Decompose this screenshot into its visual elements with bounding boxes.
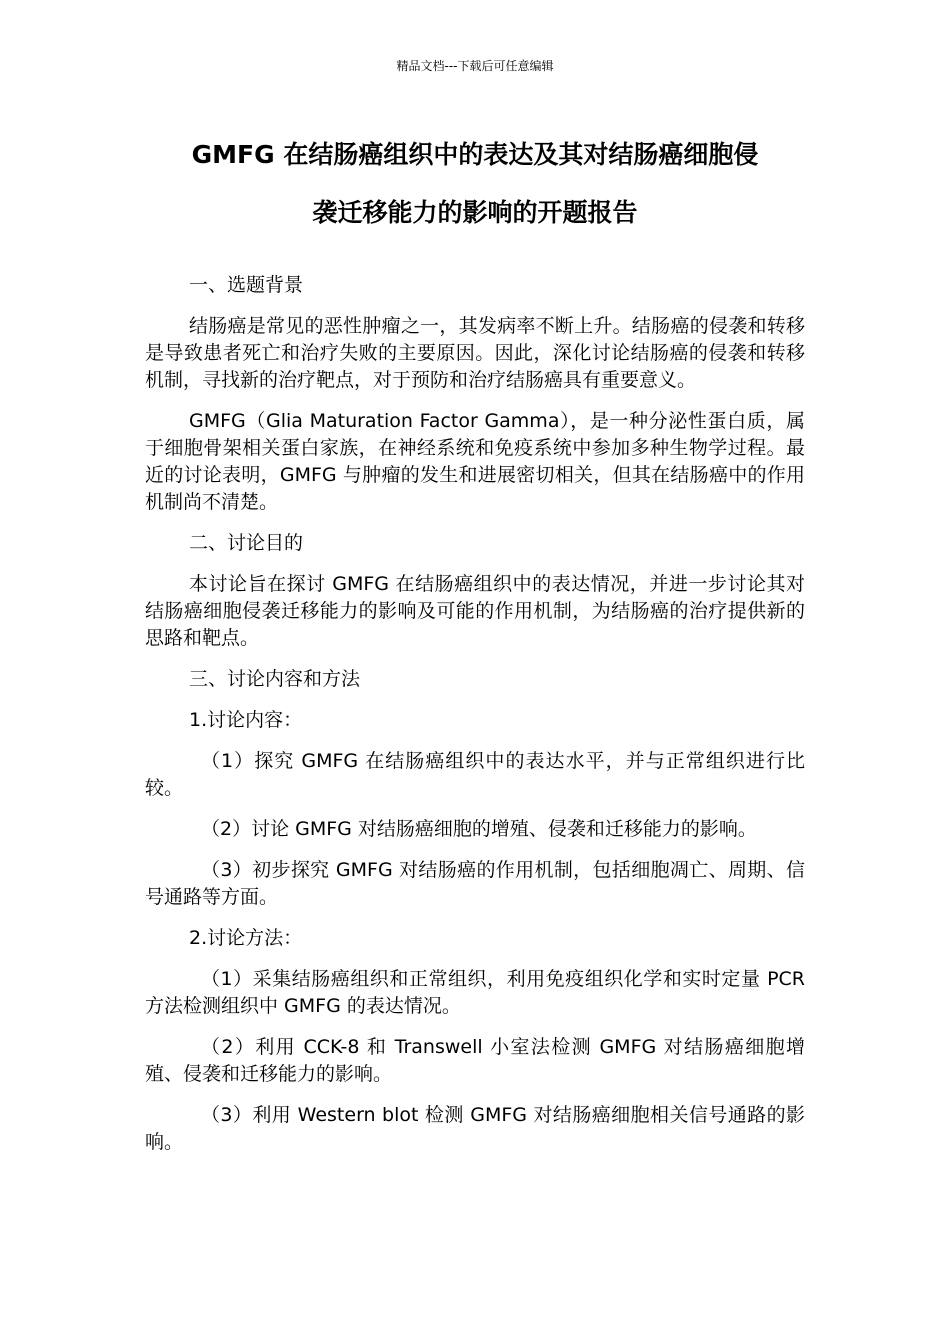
paragraph-purpose: 本讨论旨在探讨 GMFG 在结肠癌组织中的表达情况，并进一步讨论其对结肠癌细胞侵袭迁移能力的影响及可能的作用机制，为结肠癌的治疗提供新的思路和靶点。 — [145, 573, 805, 649]
subheading-methods: 2.讨论方法： — [189, 927, 303, 949]
method-item-1: （1）采集结肠癌组织和正常组织，利用免疫组织化学和实时定量 PCR 方法检测组织中 GMFG 的表达情况。 — [145, 968, 805, 1017]
content-item-3: （3）初步探究 GMFG 对结肠癌的作用机制，包括细胞凋亡、周期、信号通路等方面。 — [145, 859, 805, 908]
section-heading-background: 一、选题背景 — [189, 274, 304, 296]
document-body — [145, 272, 805, 1170]
content-item-2: （2）讨论 GMFG 对结肠癌细胞的增殖、侵袭和迁移能力的影响。 — [201, 818, 757, 840]
document-title-line-2: 袭迁移能力的影响的开题报告 — [312, 198, 638, 227]
section-heading-content-methods: 三、讨论内容和方法 — [189, 668, 361, 690]
method-item-2: （2）利用 CCK-8 和 Transwell 小室法检测 GMFG 对结肠癌细胞增殖、侵袭和迁移能力的影响。 — [145, 1036, 805, 1085]
paragraph-background: 结肠癌是常见的恶性肿瘤之一，其发病率不断上升。结肠癌的侵袭和转移是导致患者死亡和治疗失败的主要原因。因此，深化讨论结肠癌的侵袭和转移机制，寻找新的治疗靶点，对于预防和治疗结肠癌具有重要意义。 — [145, 315, 805, 391]
paragraph-gmfg-intro: GMFG（Glia Maturation Factor Gamma），是一种分泌性蛋白质，属于细胞骨架相关蛋白家族，在神经系统和免疫系统中参加多种生物学过程。最近的讨论表明，GMFG 与肿瘤的发生和进展密切相关，但其在结肠癌中的作用机制尚不清楚。 — [145, 410, 805, 513]
subheading-content: 1.讨论内容： — [189, 709, 303, 731]
method-item-3: （3）利用 Western blot 检测 GMFG 对结肠癌细胞相关信号通路的影响。 — [145, 1104, 805, 1153]
content-item-1: （1）探究 GMFG 在结肠癌组织中的表达水平，并与正常组织进行比较。 — [145, 750, 805, 799]
document-title-line-1: GMFG 在结肠癌组织中的表达及其对结肠癌细胞侵 — [191, 140, 759, 169]
section-heading-purpose: 二、讨论目的 — [189, 532, 304, 554]
page-header-note: 精品文档---下载后可任意编辑 — [396, 59, 554, 73]
